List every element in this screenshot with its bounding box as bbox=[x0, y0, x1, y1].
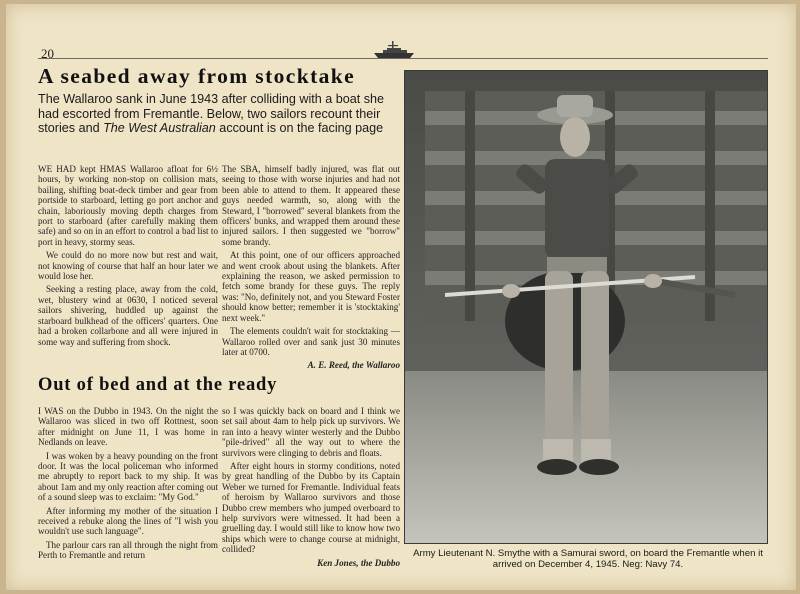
paragraph: After eight hours in stormy conditions, noted by great handling of the Dubbo by its Captain Weber we turned for Fremantle. Individual feats of heroism by Wallaroo survivors and those Dubbo crew members who jumped overboard to help survivors were witnessed. It had been a gruelling day. I would still like to know how two ships which were to change course at midnight, collided? bbox=[222, 461, 400, 555]
article-intro: The Wallaroo sank in June 1943 after colliding with a boat she had escorted from Fremantle. Below, two sailors recount their stories and The West Australian account is on the facing page bbox=[38, 92, 385, 136]
article2-column2 bbox=[222, 406, 400, 571]
article-headline: A seabed away from stocktake bbox=[38, 64, 356, 88]
paragraph: The parlour cars ran all through the night from Perth to Fremantle and return bbox=[38, 539, 218, 561]
page-number: 20 bbox=[41, 46, 54, 61]
header-rule bbox=[38, 58, 768, 59]
paragraph: I was woken by a heavy pounding on the front door. It was the local policeman who informed me abruptly to report back to my ship. It was about 1am and my only reaction after coming out of a sound sleep was to exclaim: "My God." bbox=[38, 450, 218, 503]
byline: A. E. Reed, the Wallaroo bbox=[307, 360, 400, 371]
paragraph: I WAS on the Dubbo in 1943. On the night the Wallaroo was sliced in two off Rottnest, soon after midnight on June 11, I was home in Nedlands on leave. bbox=[38, 406, 218, 448]
article1-column1 bbox=[38, 164, 218, 350]
paragraph: At this point, one of our officers approached and went crook about using the blankets. After explaining the reason, we asked permission to fetch some brandy for these guys. The reply was: "No, definitely not, and you Steward Foster should know better; remember it is 'stocktaking' next week." bbox=[222, 250, 400, 323]
historical-photo bbox=[404, 70, 768, 544]
article2-headline: Out of bed and at the ready bbox=[38, 375, 278, 395]
byline: Ken Jones, the Dubbo bbox=[317, 557, 400, 568]
article1-column2 bbox=[222, 164, 400, 374]
paragraph: After informing my mother of the situation I received a rebuke along the lines of "I wish you wouldn't use such language". bbox=[38, 505, 218, 537]
soldier-with-sword-image bbox=[405, 71, 767, 543]
magazine-page bbox=[6, 4, 796, 590]
paragraph: Seeking a resting place, away from the cold, wet, blustery wind at 0630, I noticed several sailors shivering, huddled up against the starboard bulkhead of the officers' quarters. One had a broken collarbone and all were injured in some way and suffering from shock. bbox=[38, 284, 218, 347]
paragraph: so I was quickly back on board and I think we set sail about 4am to help pick up survivors. We ran into a heavy winter westerly and the Dubbo "pile-drived" all the way out to where the survivors were clinging to debris and floats. bbox=[222, 406, 400, 458]
ship-icon bbox=[372, 40, 416, 60]
photo-caption: Army Lieutenant N. Smythe with a Samurai sword, on board the Fremantle when it arrived on December 4, 1945. Neg: Navy 74. bbox=[413, 548, 763, 571]
paragraph: The elements couldn't wait for stocktaking — Wallaroo rolled over and sank just 30 minutes later at 0700. bbox=[222, 326, 400, 357]
paragraph: WE HAD kept HMAS Wallaroo afloat for 6½ hours, by working non-stop on collision mats, bailing, shifting boat-deck timber and gear from portside to starboard, letting go port anchor and chain, laboriously moving depth charges from port to starboard (after carefully making them safe) and so on in an effort to control a bad list to port in heavy, stormy seas. bbox=[38, 164, 218, 247]
paragraph: We could do no more now but rest and wait, not knowing of course that half an hour later we would lose her. bbox=[38, 250, 218, 282]
article2-column1 bbox=[38, 406, 218, 564]
paragraph: The SBA, himself badly injured, was flat out seeing to those with worse injuries and had not been able to attend to them. It appeared these guys needed warmth, so, along with the Steward, I "borrowed" several blankets from the officers' bunks, and wrapped them around these injured sailors. I then suggested we "borrow" some brandy. bbox=[222, 164, 400, 247]
